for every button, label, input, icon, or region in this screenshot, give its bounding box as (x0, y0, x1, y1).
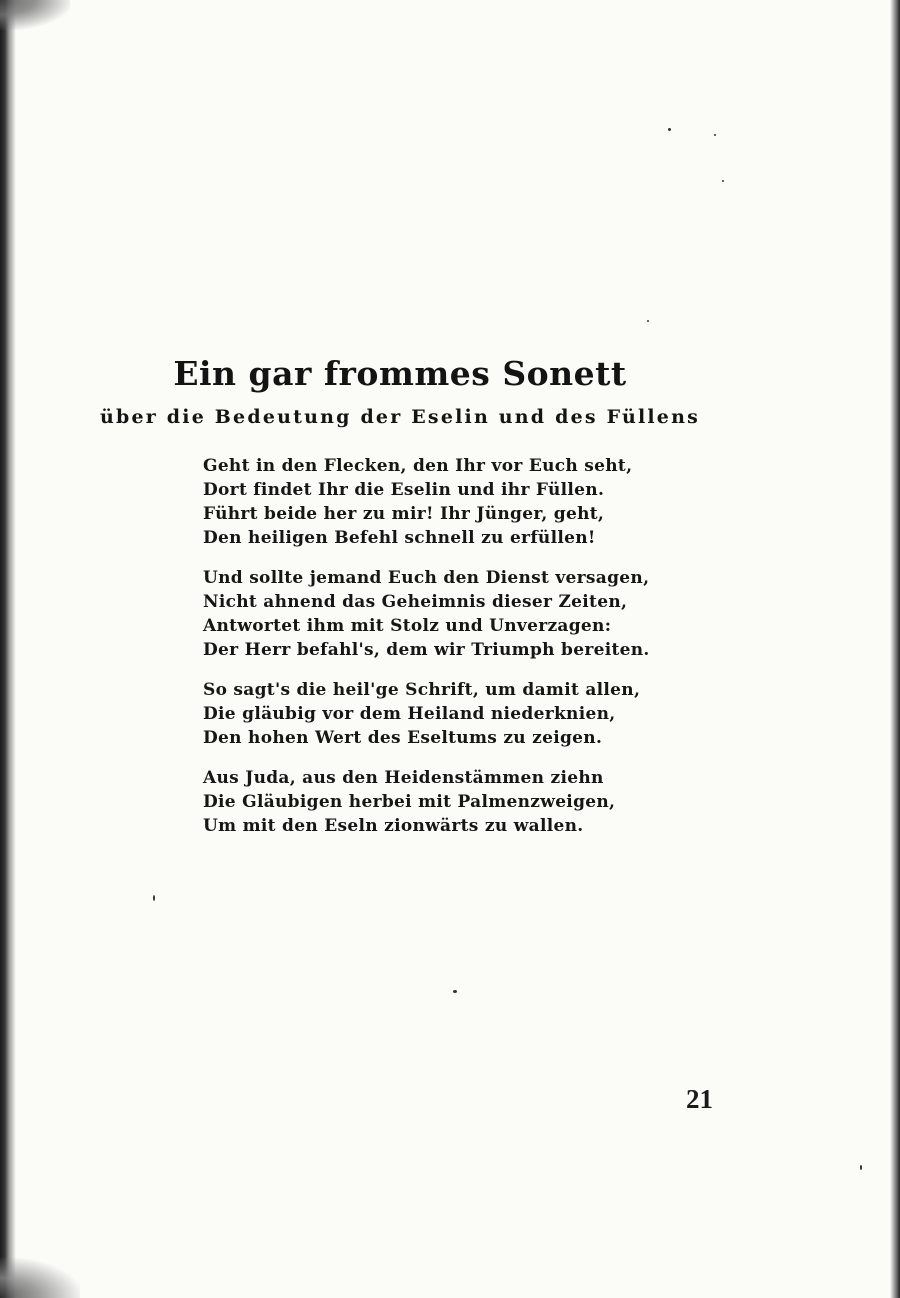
dust-speck (668, 128, 671, 131)
poem-line: Den hohen Wert des Eseltums zu zeigen. (203, 728, 603, 748)
poem-line: Um mit den Eseln zionwärts zu wallen. (203, 816, 584, 836)
poem-title: Ein gar frommes Sonett (173, 354, 627, 393)
poem-subtitle: über die Bedeutung der Eselin und des Füllens (99, 406, 700, 428)
dust-speck (647, 320, 649, 322)
stanza-2 (203, 566, 703, 662)
poem-line: Antwortet ihm mit Stolz und Unverzagen: (203, 616, 612, 636)
page-number: 21 (686, 1084, 713, 1114)
scan-corner-bottom (0, 1258, 80, 1298)
poem-line: Dort findet Ihr die Eselin und ihr Füllen. (203, 480, 605, 500)
scan-edge-right (890, 0, 900, 1298)
poem-line: Geht in den Flecken, den Ihr vor Euch seht, (203, 456, 633, 476)
dust-speck (453, 990, 457, 993)
poem-body (203, 454, 703, 854)
poem-line: Nicht ahnend das Geheimnis dieser Zeiten, (203, 592, 628, 612)
poem-line: So sagt's die heil'ge Schrift, um damit allen, (203, 680, 641, 700)
stanza-3 (203, 678, 703, 750)
poem-line: Die Gläubigen herbei mit Palmenzweigen, (203, 792, 616, 812)
scan-corner-top (0, 0, 70, 30)
scan-edge-left (0, 0, 16, 1298)
poem-line: Aus Juda, aus den Heidenstämmen ziehn (203, 768, 604, 788)
poem-line: Der Herr befahl's, dem wir Triumph bereiten. (203, 640, 650, 660)
stanza-1 (203, 454, 703, 550)
dust-speck (722, 180, 724, 182)
poem-line: Führt beide her zu mir! Ihr Jünger, geht, (203, 504, 605, 524)
stanza-4 (203, 766, 703, 838)
poem-line: Den heiligen Befehl schnell zu erfüllen! (203, 528, 596, 548)
poem-line: Die gläubig vor dem Heiland niederknien, (203, 704, 616, 724)
poem-line: Und sollte jemand Euch den Dienst versagen, (203, 568, 650, 588)
dust-speck (153, 895, 155, 901)
dust-speck (860, 1165, 862, 1170)
dust-speck (714, 134, 716, 136)
